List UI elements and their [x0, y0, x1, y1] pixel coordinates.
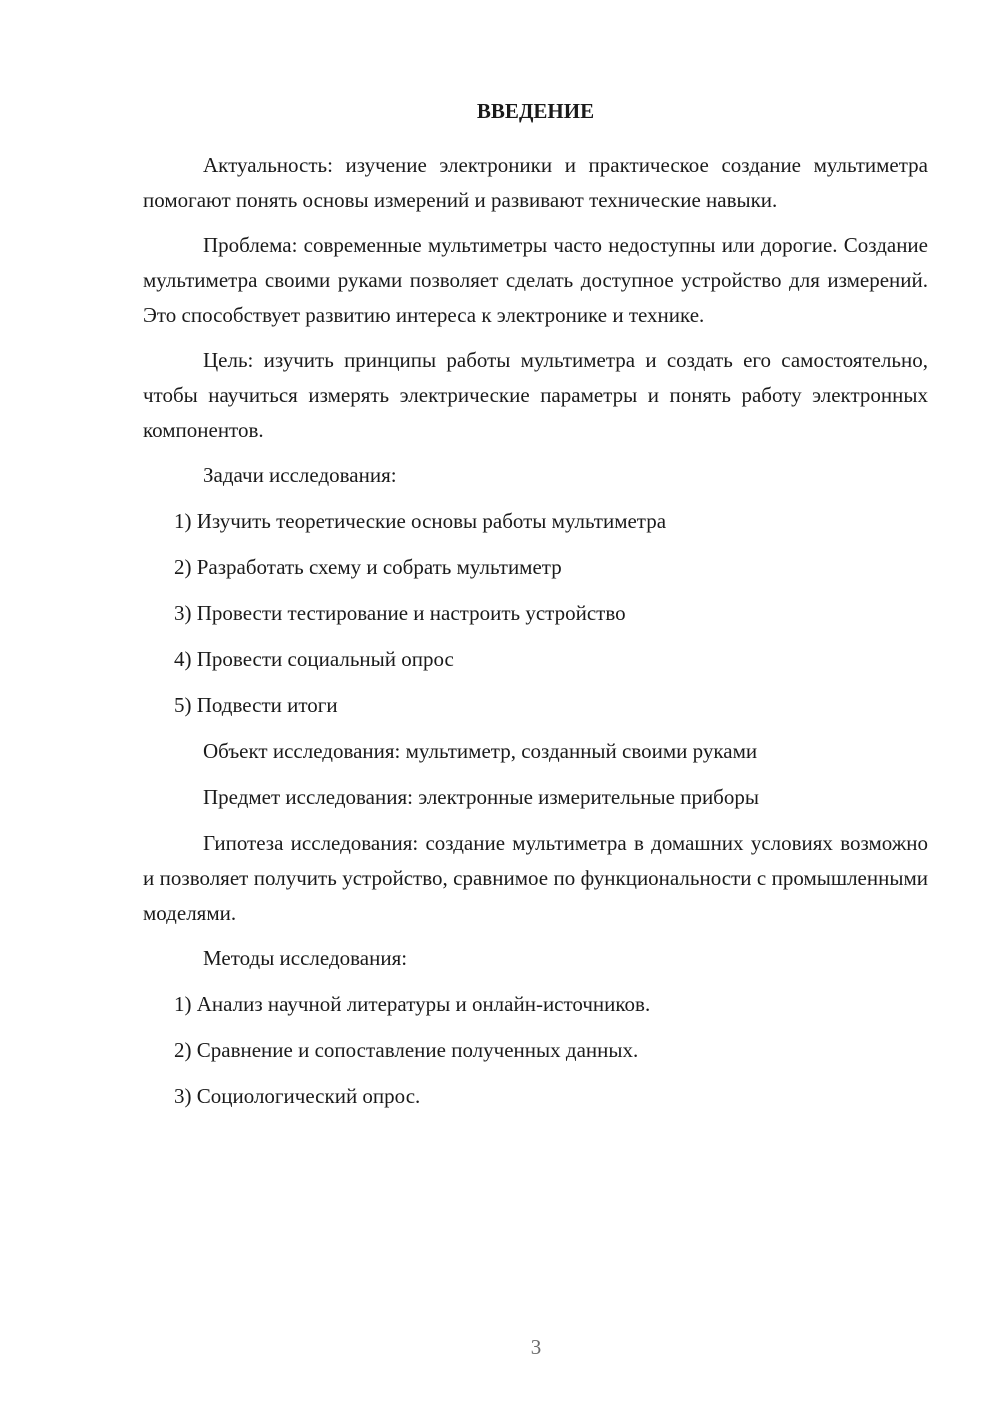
goal-paragraph: Цель: изучить принципы работы мультиметра и создать его самостоятельно, чтобы научиться измерять электрические параметры и понять работу электронных компонентов. [143, 348, 928, 442]
list-item: 2) Сравнение и сопоставление полученных данных. [174, 1038, 639, 1062]
methods-list [143, 987, 928, 1125]
list-item: 3) Провести тестирование и настроить устройство [174, 601, 626, 625]
methods-heading: Методы исследования: [203, 946, 408, 970]
list-item: 1) Анализ научной литературы и онлайн-источников. [174, 992, 651, 1016]
research-subject: Предмет исследования: электронные измерительные приборы [203, 785, 759, 809]
list-item: 4) Провести социальный опрос [174, 647, 454, 671]
page-content [143, 96, 928, 1125]
list-item: 5) Подвести итоги [174, 693, 338, 717]
tasks-heading: Задачи исследования: [203, 463, 397, 487]
section-title: ВВЕДЕНИЕ [476, 99, 595, 123]
problem-paragraph: Проблема: современные мультиметры часто недоступны или дорогие. Создание мультиметра своими руками позволяет сделать доступное устройство для измерений. Это способствует развитию интереса к электронике и технике. [143, 233, 928, 327]
research-object: Объект исследования: мультиметр, созданный своими руками [203, 739, 758, 763]
tasks-list [143, 504, 928, 734]
list-item: 2) Разработать схему и собрать мультиметр [174, 555, 562, 579]
list-item: 3) Социологический опрос. [174, 1084, 421, 1108]
relevance-paragraph: Актуальность: изучение электроники и практическое создание мультиметра помогают понять основы измерений и развивают технические навыки. [143, 153, 928, 212]
list-item: 1) Изучить теоретические основы работы мультиметра [174, 509, 667, 533]
hypothesis-paragraph: Гипотеза исследования: создание мультиметра в домашних условиях возможно и позволяет получить устройство, сравнимое по функциональности с промышленными моделями. [143, 831, 928, 925]
page-number: 3 [530, 1335, 542, 1359]
